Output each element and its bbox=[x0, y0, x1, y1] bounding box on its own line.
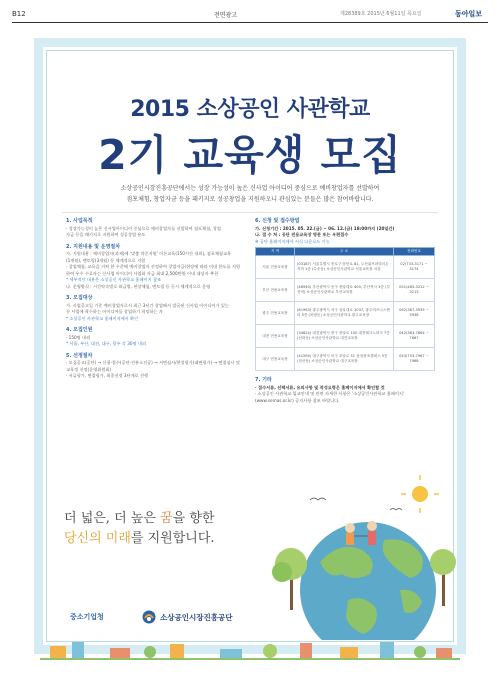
section-line: 나. 운영방식 : 시간약속별로 떠급별, 현장체험, 멘토링 등 동시 체계적으로 운영 bbox=[66, 283, 211, 289]
slogan-text: 더 넓은, 더 높은 bbox=[64, 511, 161, 526]
table-row bbox=[256, 279, 435, 302]
apply-period: 가. 신청기간 : 2015. 05. 22.(금) ~ 06. 12.(금) 18:00까지 (20일간) bbox=[255, 225, 395, 231]
section-line: · 서류평가, 면접평가, 최종선정 3단계로 진행 bbox=[66, 373, 149, 378]
section-line: * 서울, 부산, 대전, 대구, 광주 각 30명 내외 bbox=[66, 341, 147, 346]
venue-table bbox=[255, 247, 435, 371]
apply-method: 나. 접 수 처 : 공단 전용교육장 방문 또는 우편접수 bbox=[255, 232, 349, 237]
table-row bbox=[256, 302, 435, 325]
section-line: 하여 우수 수료자는 신사업 아이디어 사업화 자금 최대 2,500만원 이내 대상자 추천 bbox=[66, 270, 219, 276]
newspaper-name: 동아일보 bbox=[455, 10, 483, 18]
left-column bbox=[66, 218, 244, 380]
section-line: 자금 등을 패키지로 지원하여 성공창업 유도 bbox=[66, 232, 146, 237]
semas-logo-mark bbox=[142, 610, 156, 624]
sponsor-logos bbox=[70, 610, 270, 628]
slogan-text: 를 지원합니다. bbox=[130, 531, 215, 546]
venue-phone: 051)463-3212 ~ 3213 bbox=[394, 279, 435, 302]
section-label: 전면광고 bbox=[214, 12, 238, 19]
etc-line: (www.semas.or.kr) 공지사항 참조 바랍니다. bbox=[255, 397, 340, 403]
venue-phone: 062)367-3935 ~ 3936 bbox=[394, 302, 435, 325]
etc-heading: 7. 기타 bbox=[255, 377, 272, 383]
slogan-highlight: 당신의 미래 bbox=[64, 531, 131, 546]
table-row bbox=[256, 325, 435, 348]
section-line: · 150명 내외 bbox=[66, 334, 91, 340]
table-row bbox=[256, 256, 435, 279]
venue-region: 부산 전용교육장 bbox=[256, 279, 295, 302]
table-header: 지 역 bbox=[256, 248, 295, 256]
right-column bbox=[255, 218, 435, 404]
slogan-highlight: 꿈 bbox=[160, 511, 173, 526]
header-rule bbox=[12, 22, 488, 23]
section-line: (1개월), 멘토링(3개월) 등 체계적으로 지원 bbox=[66, 257, 146, 263]
bird-icon bbox=[390, 509, 402, 511]
publication-info: 제28389호 2015년 6월11일 목요일 bbox=[340, 11, 422, 17]
newspaper-header bbox=[0, 0, 500, 22]
globe-illustration bbox=[250, 470, 460, 640]
intro-line: 소상공인시장진흥공단에서는 성장 가능성이 높은 신사업 아이디어 중심으로 예비창업자를 선발하여 bbox=[120, 185, 380, 192]
section-line: * 소상공인 사관학교 홈페이지에서 확인 bbox=[66, 315, 139, 321]
sun-icon bbox=[401, 475, 439, 513]
section-line: · 성장가능성이 높은 신사업아이디어 중심으로 예비창업자를 선발하여 점포체험, 창업 bbox=[66, 225, 221, 231]
venue-region: 대전 전용교육장 bbox=[256, 325, 295, 348]
venue-phone: 053)753-7967 ~ 7968 bbox=[394, 348, 435, 371]
apply-heading: 6. 신청 및 접수방법 bbox=[255, 218, 300, 224]
section-heading: 2. 지원내용 및 운영절차 bbox=[66, 243, 121, 250]
page-number: B12 bbox=[12, 10, 26, 18]
headline-line1: 2015 소상공인 사관학교 bbox=[130, 97, 370, 122]
venue-address: (03187) 서울특별시 종로구 삼봉로 81, 두산위브파빌리온 · 지하 1층 (수송동) 소상공인사관학교 서울교육장 서울 bbox=[295, 256, 394, 279]
apply-note: ※ 공단 홈페이지에서 서식 다운로드 가능 bbox=[255, 238, 330, 244]
intro-line: 점포체험, 창업자금 등을 패키지로 성공창업을 지원하오니 관심있는 분들은 많은 참여바랍니다. bbox=[126, 196, 374, 203]
semas-logo: 소상공인시장진흥공단 bbox=[160, 613, 233, 622]
section-heading: 3. 모집대상 bbox=[66, 295, 93, 301]
venue-region: 대구 전용교육장 bbox=[256, 348, 295, 371]
section-line: · 창업체험, 교육을 거쳐 한 수준에 예비창업자 선정하여 창업자금(현장에 따라 이내 한도를 지원 bbox=[66, 264, 240, 269]
section-heading: 4. 모집인원 bbox=[66, 327, 93, 333]
venue-address: (61963) 광주광역시 서구 상무대로 1037, 광주비즈니스센터 5층 (치평동) 소상공인사관학교 광주교육장 bbox=[295, 302, 394, 325]
bird-icon bbox=[310, 498, 326, 500]
section-line: * 세부적인 내용은 소상공인 사관학교 홈페이지 참조 bbox=[66, 277, 162, 282]
venue-phone: 02)733-3171 ~ 3174 bbox=[394, 256, 435, 279]
smba-logo: 중소기업청 bbox=[70, 613, 104, 621]
section-line: 등 사업에 착수하는 아이디어를 창업하기 희망하는 자 bbox=[66, 309, 163, 314]
venue-region: 서울 전용교육장 bbox=[256, 256, 295, 279]
venue-address: (48940) 부산광역시 동구 중앙대로 400, 부산역사 3층 (부산역) 소상공인사관학교 부산교육장 bbox=[295, 279, 394, 302]
section-line: 가. 지원내용 : 예비창업자(과제)에 '맞춤 마중지원' 이론교육(150시간 내외), 점포체험교육 bbox=[66, 251, 232, 256]
table-row bbox=[256, 348, 435, 371]
venue-region: 광주 전용교육장 bbox=[256, 302, 295, 325]
slogan bbox=[64, 509, 264, 549]
table-header: 주 소 bbox=[295, 248, 394, 256]
slogan-line1 bbox=[64, 509, 264, 529]
content-divider bbox=[62, 212, 438, 213]
intro-text bbox=[60, 183, 440, 205]
section-heading: 5. 선정절차 bbox=[66, 352, 93, 359]
venue-address: (34824) 대전광역시 중구 중앙로 100 대전테크노파크 7층 (선화동) 소상공인사관학교 대전교육장 bbox=[295, 325, 394, 348]
slogan-text: 을 향한 bbox=[172, 511, 215, 526]
section-heading: 1. 사업목적 bbox=[66, 218, 93, 224]
section-line: 교육정 선정(운영위원회) bbox=[66, 366, 112, 372]
venue-address: (41594) 대구광역시 북구 호암로 51 삼성창조캠퍼스 5층 (침산동) 소상공인사관학교 대구교육장 bbox=[295, 348, 394, 371]
slogan-line2 bbox=[64, 529, 264, 549]
section-line: · 모집공고(공단) → 신청·접수(공단·진흥소진공) → 서면심사/현장평가(대면평가) → 면접심사 및 bbox=[66, 360, 240, 365]
etc-line: · 접수서류, 선택서류, 유의사항 및 작성요령은 홈페이지에서 확인할 것 bbox=[255, 384, 385, 390]
etc-line: · 소상공인 사관학교 입교안내 및 관련 자세한 사항은 '소상공인사관학교 홈페이지' bbox=[255, 391, 405, 396]
headline-line2: 2기 교육생 모집 bbox=[98, 131, 402, 179]
venue-phone: 042)363-7664 ~ 7667 bbox=[394, 325, 435, 348]
section-line: 가. 사업공고일 기준 예비창업자로서 최근 3년간 창업해서 발굴된 신사업 아이디어가 있는 bbox=[66, 302, 229, 308]
city-skyline bbox=[40, 640, 460, 660]
table-header: 전화번호 bbox=[394, 248, 435, 256]
